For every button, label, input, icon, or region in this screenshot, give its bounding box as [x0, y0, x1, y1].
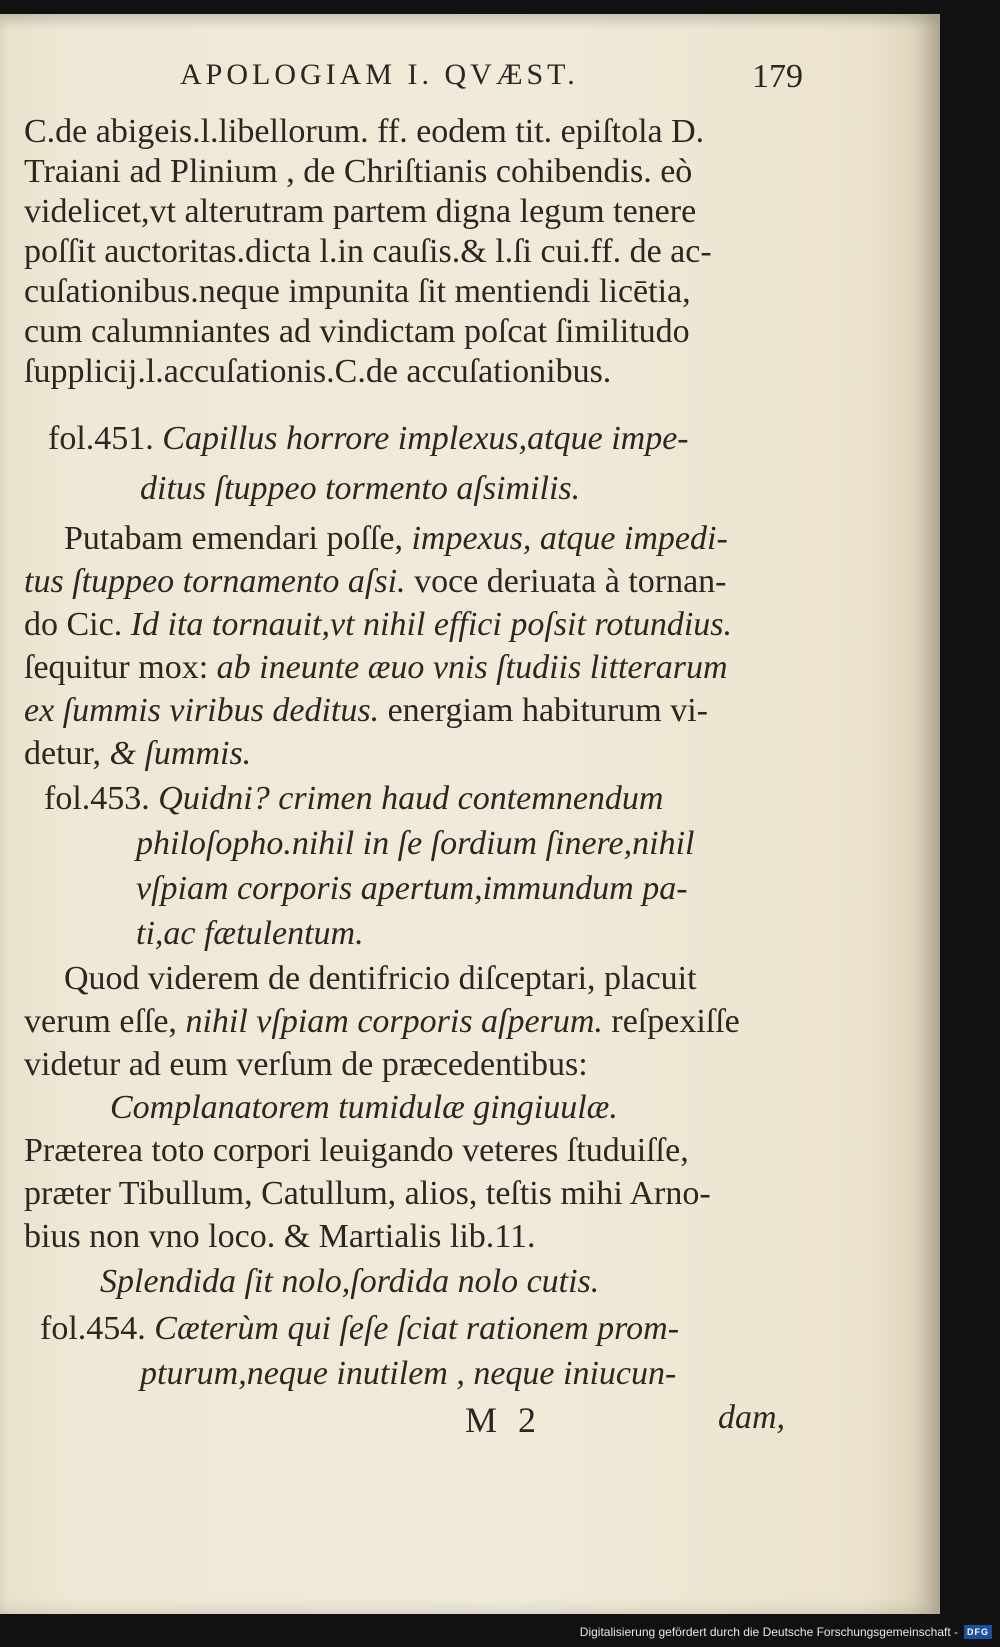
text-line	[24, 1045, 588, 1085]
text-line	[24, 605, 732, 645]
text-line: Traiani ad Plinium , de Chriſtianis cohibendis. eò	[24, 153, 693, 190]
quote-line	[136, 869, 688, 909]
text-segment: præter Tibullum, Catullum, alios, teſtis mihi Arno-	[24, 1175, 711, 1212]
text-segment: Complanatorem tumidulæ gingiuulæ.	[110, 1089, 618, 1126]
text-line: poſſit auctoritas.dicta l.in cauſis.& l.ſi cui.ff. de ac-	[24, 233, 712, 270]
text-segment: pturum,neque inutilem , neque iniucun-	[140, 1355, 677, 1392]
folio-citation-line	[40, 1309, 679, 1349]
text-line	[24, 648, 728, 688]
text-segment: videtur ad eum verſum de præcedentibus:	[24, 1046, 588, 1083]
quote-line	[140, 469, 580, 509]
text-line: ſupplicij.l.accuſationis.C.de accuſationibus.	[24, 353, 612, 390]
text-line	[24, 734, 251, 774]
text-segment: Quod viderem de dentifricio diſceptari, placuit	[64, 960, 697, 997]
text-segment: Cæterùm qui ſeſe ſciat rationem prom-	[154, 1310, 680, 1347]
text-line	[24, 1217, 536, 1257]
text-segment: energiam habiturum vi-	[379, 692, 708, 729]
running-title: APOLOGIAM I. QVÆST.	[180, 58, 579, 91]
text-segment: Splendida ſit nolo,ſordida nolo cutis.	[100, 1263, 600, 1300]
text-segment: ti,ac fætulentum.	[136, 915, 364, 952]
quote-line	[136, 824, 694, 864]
text-segment: reſpexiſſe	[602, 1003, 740, 1040]
text-segment: vſpiam corporis apertum,immundum pa-	[136, 870, 688, 907]
text-line	[24, 1131, 689, 1171]
text-segment: nihil vſpiam corporis aſperum.	[185, 1003, 603, 1040]
text-segment: impexus, atque impedi-	[411, 520, 728, 557]
text-segment: Capillus horrore implexus,atque impe-	[162, 420, 689, 457]
text-segment: do Cic.	[24, 606, 131, 643]
text-line	[64, 959, 697, 999]
text-segment: Putabam emendari poſſe,	[64, 520, 412, 557]
text-segment: detur,	[24, 735, 110, 772]
text-segment: tus ſtuppeo tornamento aſsi.	[24, 563, 406, 600]
text-segment: fol.454.	[40, 1310, 155, 1347]
quote-line	[136, 914, 364, 954]
credit-text: Digitalisierung gefördert durch die Deutsche Forschungsgemeinschaft -	[579, 1625, 958, 1639]
text-segment: philoſopho.nihil in ſe ſordium ſinere,nihil	[136, 825, 695, 862]
book-page	[0, 14, 940, 1614]
text-segment: & ſummis.	[109, 735, 252, 772]
dfg-logo-icon: DFG	[964, 1625, 992, 1639]
text-segment: ſequitur mox:	[24, 649, 217, 686]
page-number: 179	[752, 58, 803, 95]
text-segment: ditus ſtuppeo tormento aſsimilis.	[140, 470, 581, 507]
text-line	[24, 691, 708, 731]
text-segment: voce deriuata à tornan-	[405, 563, 727, 600]
text-line	[24, 1002, 740, 1042]
text-line: cuſationibus.neque impunita ſit mentiendi licētia,	[24, 273, 691, 310]
text-segment: bius non vno loco. & Martialis lib.11.	[24, 1218, 536, 1255]
text-segment: verum eſſe,	[24, 1003, 186, 1040]
text-line	[24, 562, 727, 602]
text-line	[24, 1174, 711, 1214]
text-line	[64, 519, 728, 559]
text-segment: Quidni? crimen haud contemnendum	[158, 780, 664, 817]
text-line: C.de abigeis.l.libellorum. ff. eodem tit. epiſtola D.	[24, 113, 705, 150]
signature-mark: M 2	[465, 1400, 543, 1440]
text-segment: Præterea toto corpori leuigando veteres ſtuduiſſe,	[24, 1132, 689, 1169]
verse-line	[100, 1262, 599, 1302]
text-segment: Id ita tornauit,vt nihil effici poſsit rotundius.	[130, 606, 733, 643]
text-segment: fol.451.	[48, 420, 163, 457]
text-segment: fol.453.	[44, 780, 159, 817]
catchword: dam,	[718, 1399, 786, 1436]
text-line: cum calumniantes ad vindictam poſcat ſimilitudo	[24, 313, 690, 350]
text-line: videlicet,vt alterutram partem digna legum tenere	[24, 193, 697, 230]
quote-line	[140, 1354, 676, 1394]
folio-citation-line	[44, 779, 663, 819]
folio-citation-line	[48, 419, 689, 459]
text-segment: ex ſummis viribus deditus.	[24, 692, 380, 729]
text-segment: ab ineunte æuo vnis ſtudiis litterarum	[216, 649, 728, 686]
verse-line	[110, 1088, 618, 1128]
digitization-credit	[580, 1623, 992, 1641]
